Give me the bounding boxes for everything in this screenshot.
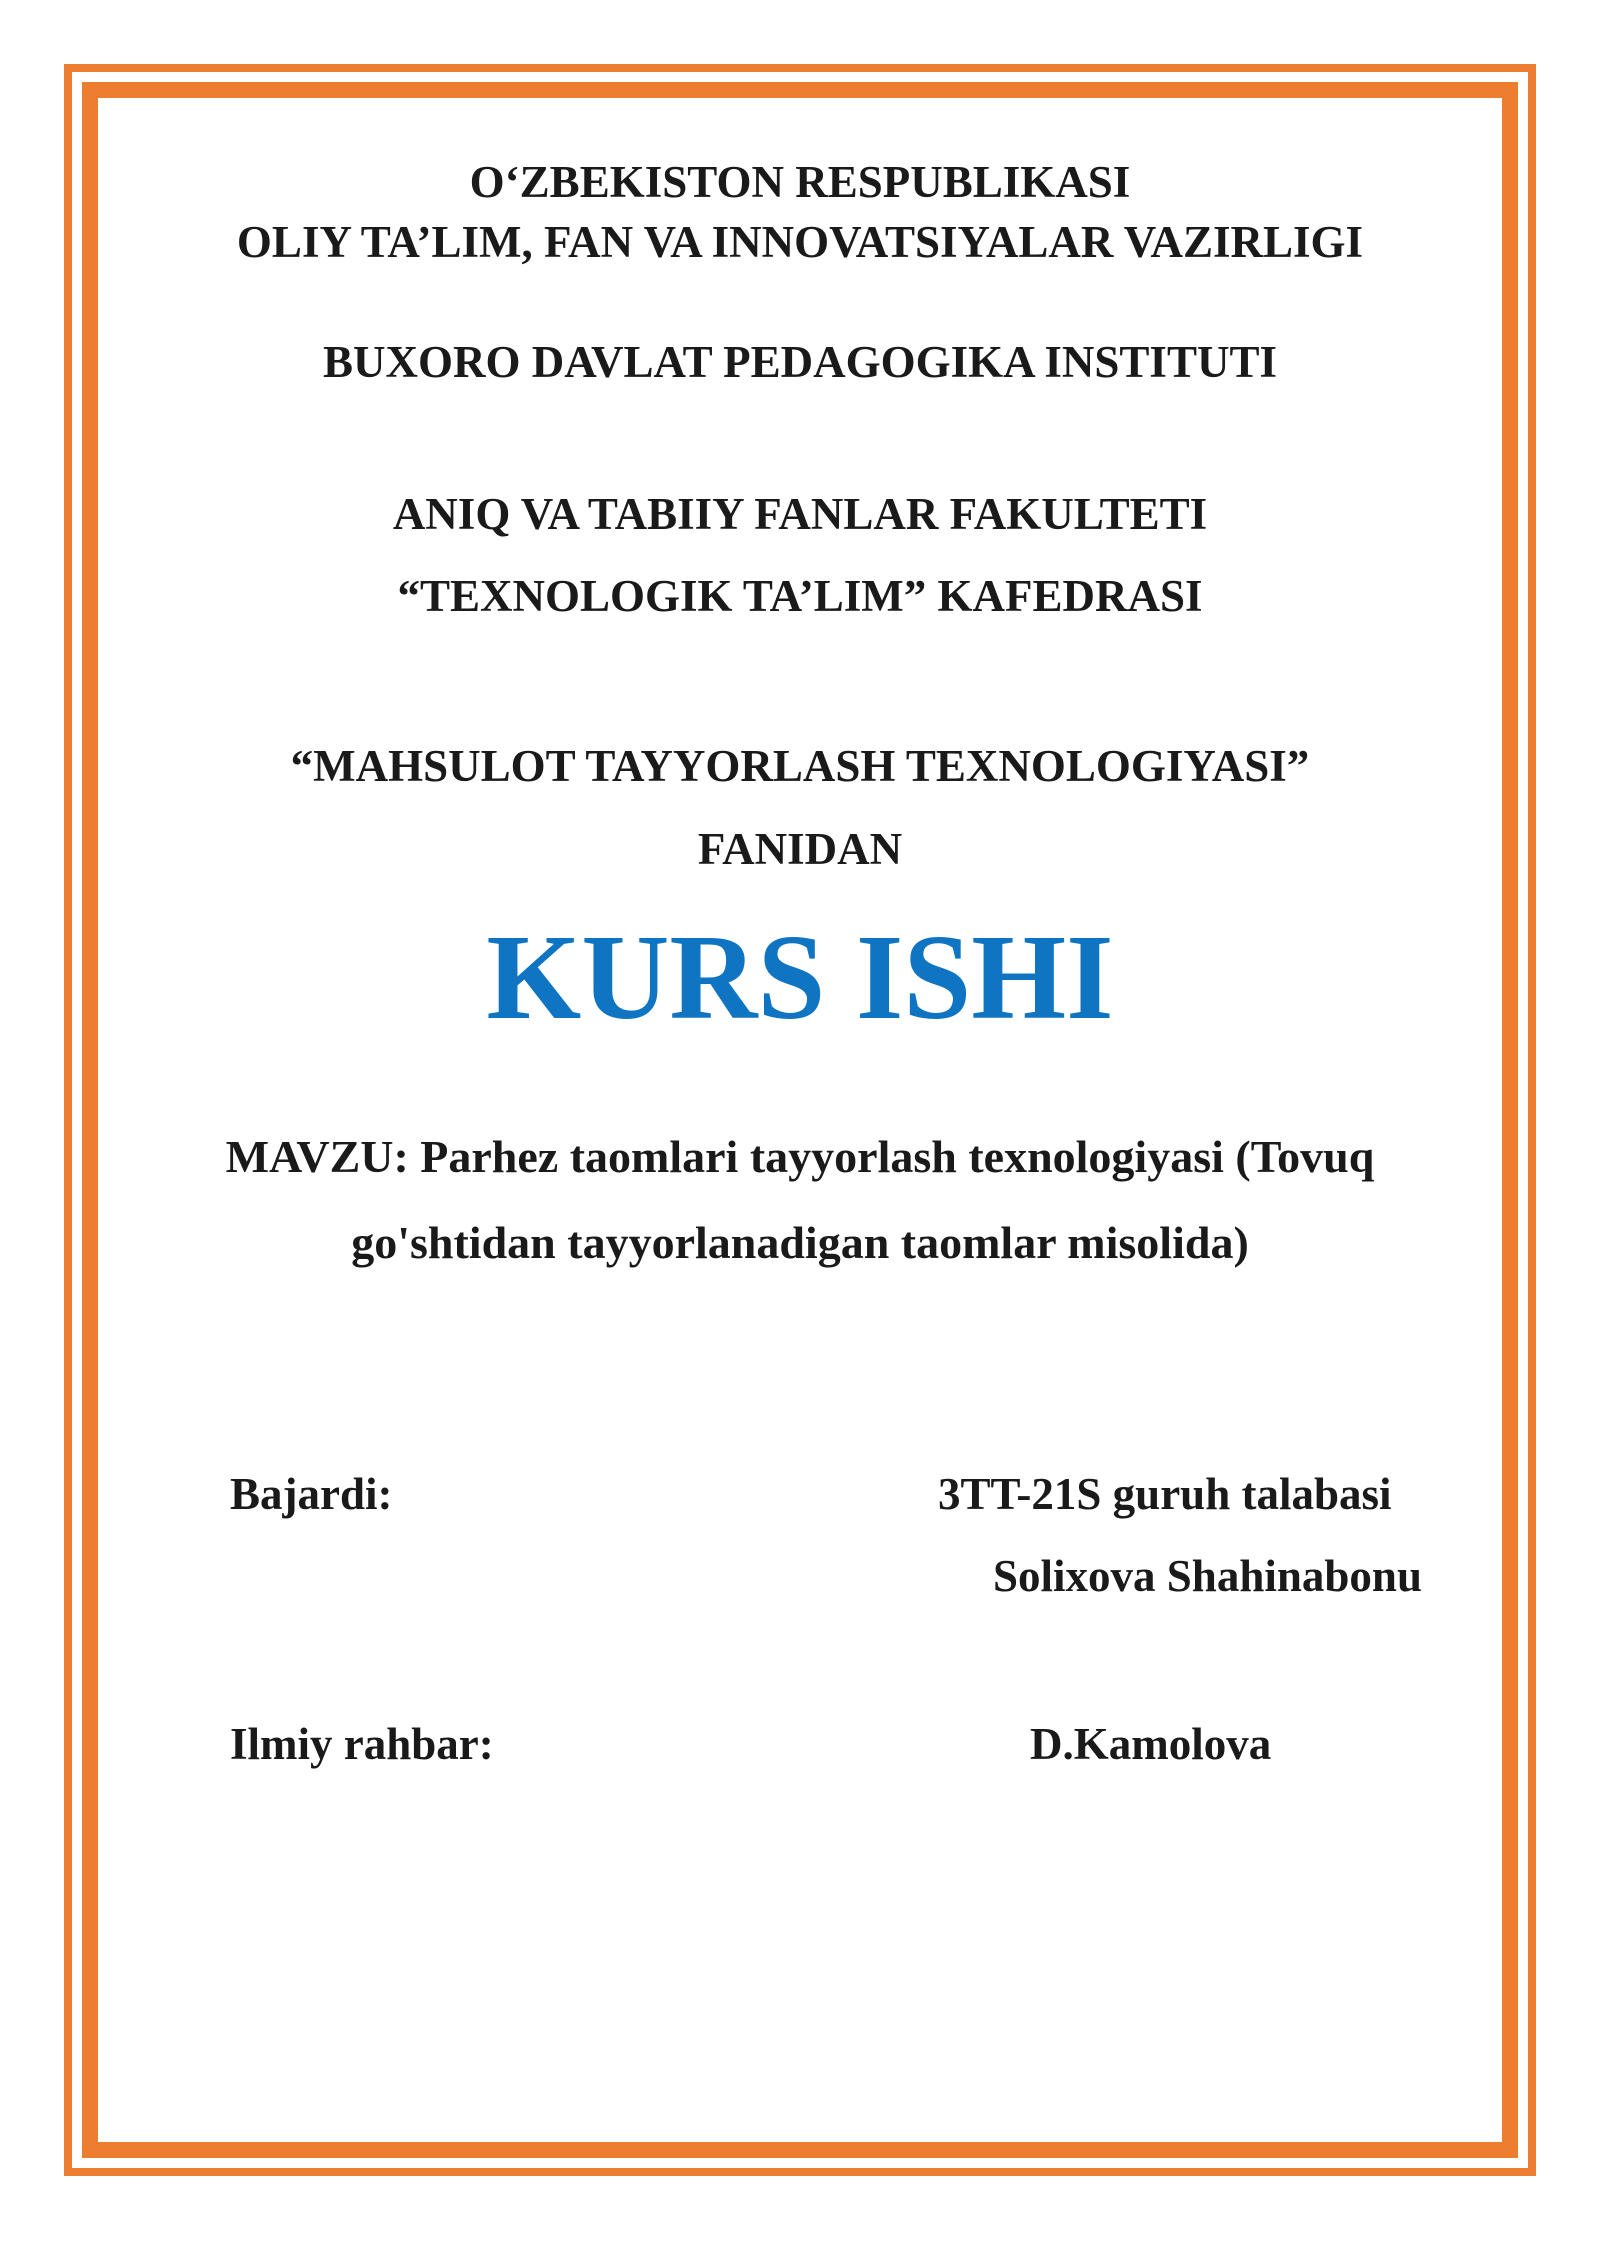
supervisor-name: D.Kamolova	[1030, 1719, 1272, 1769]
author-label: Bajardi:	[230, 1469, 393, 1519]
topic-line-1: MAVZU: Parhez taomlari tayyorlash texnologiyasi (Tovuq	[225, 1131, 1375, 1182]
subject-suffix: FANIDAN	[697, 824, 903, 874]
faculty-heading: ANIQ VA TABIIY FANLAR FAKULTETI	[392, 489, 1208, 539]
country-heading: O‘ZBEKISTON RESPUBLIKASI	[469, 157, 1131, 207]
department-heading: “TEXNOLOGIK TA’LIM” KAFEDRASI	[397, 571, 1203, 621]
document-title: KURS ISHI	[486, 910, 1114, 1045]
page-border-inner	[82, 82, 1518, 2158]
subject-name: “MAHSULOT TAYYORLASH TEXNOLOGIYASI”	[290, 741, 1310, 791]
institute-heading: BUXORO DAVLAT PEDAGOGIKA INSTITUTI	[323, 337, 1277, 387]
ministry-heading: OLIY TA’LIM, FAN VA INNOVATSIYALAR VAZIRLIGI	[236, 217, 1364, 267]
author-name: Solixova Shahinabonu	[993, 1551, 1422, 1601]
author-group: 3TT-21S guruh talabasi	[938, 1469, 1392, 1519]
supervisor-label: Ilmiy rahbar:	[230, 1719, 494, 1769]
topic-line-2: go'shtidan tayyorlanadigan taomlar misolida)	[351, 1217, 1249, 1268]
